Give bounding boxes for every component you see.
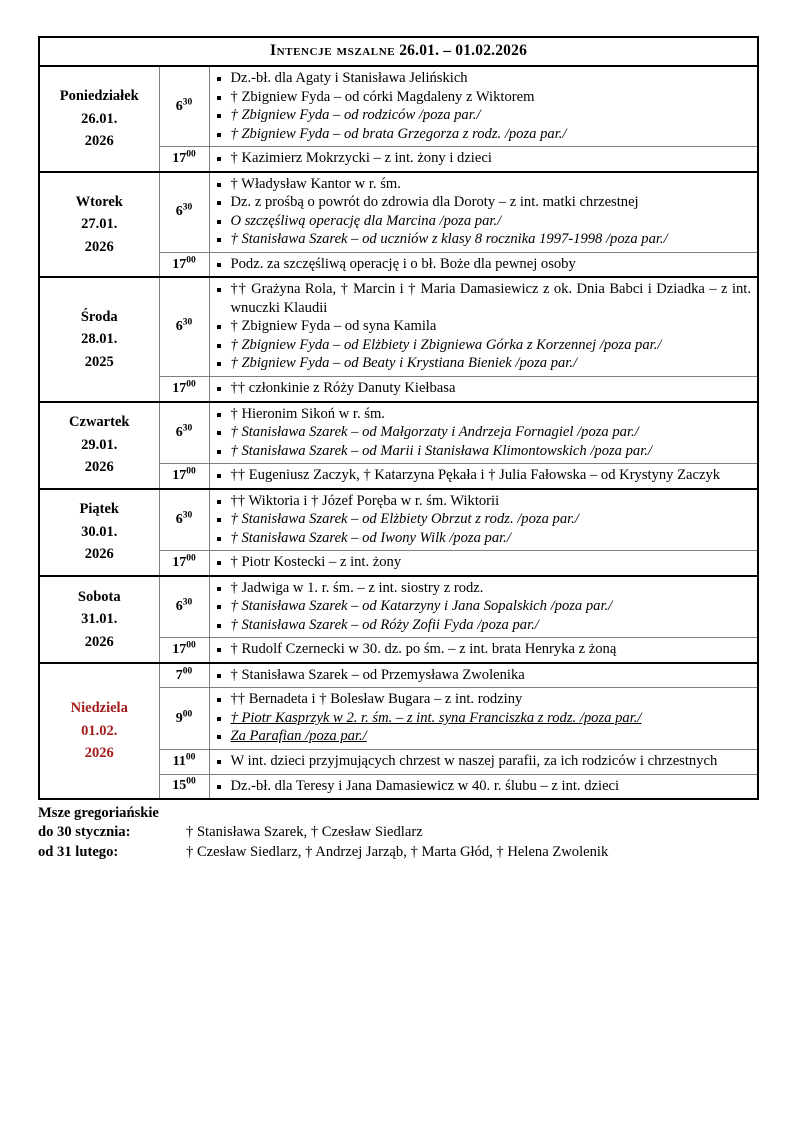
mass-hour: 17 [172,380,187,396]
mass-time-cell [159,464,209,489]
footer-row [38,843,757,862]
mass-minutes: 30 [182,597,193,608]
mass-hour: 6 [175,319,183,335]
mass-minutes: 00 [186,553,196,564]
mass-hour: 17 [172,256,187,272]
mass-time-cell [159,638,209,663]
intentions-list [214,666,752,685]
table-title-row [39,37,758,66]
day-label-cell [39,663,159,799]
mass-minutes: 30 [182,202,193,213]
intention-item: † Hieronim Sikoń w r. śm. [214,405,752,424]
mass-hour: 6 [175,599,183,615]
day-name: Wtorek [75,193,123,210]
mass-minutes: 00 [186,149,196,160]
intentions-cell [209,551,758,576]
mass-hour: 6 [175,424,183,440]
intention-item: † Zbigniew Fyda – od córki Magdaleny z Wiktorem [214,88,752,107]
title-label: Intencje mszalne [269,42,396,59]
intention-item: Podz. za szczęśliwą operację i o bł. Boże dla pewnej osoby [214,255,752,274]
day-label-cell [39,172,159,278]
intention-item: †† Eugeniusz Zaczyk, † Katarzyna Pękała i † Julia Fałowska – od Krystyny Zaczyk [214,466,752,485]
mass-minutes: 00 [186,254,196,265]
mass-hour: 11 [172,753,186,769]
mass-time-cell [159,551,209,576]
intentions-list [214,640,752,659]
mass-hour: 17 [172,467,187,483]
intentions-list [214,690,752,746]
intentions-cell [209,663,758,688]
gregorian-masses-footer [38,804,757,862]
day-year: 2026 [84,459,114,476]
table-row [39,277,758,376]
footer-row-label: od 31 lutego: [38,843,119,860]
intention-item: † Rudolf Czernecki w 30. dz. po śm. – z int. brata Henryka z żoną [214,640,752,659]
day-year: 2026 [84,633,114,650]
mass-time-cell [159,576,209,638]
intentions-cell [209,464,758,489]
table-row [39,402,758,464]
footer-row-value: † Stanisława Szarek, † Czesław Siedlarz [186,824,423,841]
intentions-list [214,553,752,572]
footer-row-value: † Czesław Siedlarz, † Andrzej Jarząb, † Marta Głód, † Helena Zwolenik [186,843,609,860]
intentions-cell [209,688,758,750]
intentions-list [214,255,752,274]
intentions-cell [209,376,758,401]
day-year: 2026 [84,546,114,563]
day-year: 2026 [84,745,114,762]
intentions-cell [209,774,758,799]
mass-hour: 6 [175,204,183,220]
intentions-list [214,149,752,168]
day-label-cell [39,66,159,172]
mass-time-cell [159,402,209,464]
intention-item: † Stanisława Szarek – od Marii i Stanisława Klimontowskich /poza par./ [214,442,752,461]
intention-item: † Stanisława Szarek – od Małgorzaty i Andrzeja Fornagiel /poza par./ [214,423,752,442]
mass-time-cell [159,172,209,253]
mass-minutes: 00 [186,640,196,651]
day-label-cell [39,489,159,576]
mass-time-cell [159,66,209,147]
day-date: 30.01. [81,523,118,540]
mass-minutes: 30 [182,317,193,328]
day-name: Piątek [79,501,119,518]
day-label-cell [39,576,159,663]
intentions-cell [209,252,758,277]
mass-hour: 7 [175,667,183,683]
intention-item: † Stanisława Szarek – od uczniów z klasy 8 rocznika 1997-1998 /poza par./ [214,230,752,249]
day-year: 2026 [84,133,114,150]
mass-time-cell [159,252,209,277]
intentions-list [214,579,752,635]
intention-item: †† Bernadeta i † Bolesław Bugara – z int. rodziny [214,690,752,709]
day-year: 2025 [84,353,114,370]
intention-item: † Stanisława Szarek – od Katarzyny i Jana Sopalskich /poza par./ [214,597,752,616]
intentions-list [214,379,752,398]
mass-time-cell [159,774,209,799]
intentions-list [214,466,752,485]
intention-item: W int. dzieci przyjmujących chrzest w naszej parafii, za ich rodziców i chrzestnych [214,752,752,771]
mass-time-cell [159,376,209,401]
intentions-cell [209,402,758,464]
mass-time-cell [159,489,209,551]
intentions-list [214,69,752,143]
table-row [39,66,758,147]
intentions-cell [209,489,758,551]
mass-time-cell [159,147,209,172]
intention-item: † Piotr Kasprzyk w 2. r. śm. – z int. syna Franciszka z rodz. /poza par./ [214,709,752,728]
table-row [39,576,758,638]
intention-item: † Zbigniew Fyda – od syna Kamila [214,317,752,336]
day-date: 27.01. [81,216,118,233]
intention-item: † Stanisława Szarek – od Elżbiety Obrzut z rodz. /poza par./ [214,510,752,529]
intentions-cell [209,147,758,172]
mass-time-cell [159,688,209,750]
day-label-cell [39,402,159,489]
intentions-list [214,175,752,249]
mass-hour: 17 [172,150,187,166]
intentions-list [214,492,752,548]
mass-hour: 17 [172,642,187,658]
intention-item: † Zbigniew Fyda – od Elżbiety i Zbigniewa Górka z Korzennej /poza par./ [214,336,752,355]
mass-intentions-page [38,36,757,862]
intention-item: †† Grażyna Rola, † Marcin i † Maria Damasiewicz z ok. Dnia Babci i Dziadka – z int. wnuczki Klaudii [214,280,752,317]
intentions-cell [209,277,758,376]
intention-item: O szczęśliwą operację dla Marcina /poza par./ [214,212,752,231]
mass-intentions-table [38,36,759,800]
intention-item: Dz.-bł. dla Teresy i Jana Damasiewicz w 40. r. ślubu – z int. dzieci [214,777,752,796]
table-row [39,489,758,551]
day-date: 31.01. [81,611,118,628]
mass-minutes: 30 [182,510,193,521]
mass-hour: 9 [175,710,183,726]
day-date: 29.01. [81,436,118,453]
day-name: Poniedziałek [59,88,139,105]
intention-item: † Zbigniew Fyda – od brata Grzegorza z rodz. /poza par./ [214,125,752,144]
mass-minutes: 00 [182,665,193,676]
day-name: Czwartek [69,414,130,431]
mass-minutes: 00 [186,776,196,787]
intentions-cell [209,750,758,775]
mass-minutes: 00 [182,709,193,720]
intentions-cell [209,66,758,147]
page-title [39,37,758,66]
title-date-range: 26.01. – 01.02.2026 [399,42,528,59]
mass-time-cell [159,663,209,688]
footer-row [38,823,757,842]
intentions-list [214,752,752,771]
day-name: Niedziela [70,700,128,717]
intentions-cell [209,638,758,663]
intentions-list [214,405,752,461]
intention-item: † Jadwiga w 1. r. śm. – z int. siostry z rodz. [214,579,752,598]
day-year: 2026 [84,238,114,255]
day-label-cell [39,277,159,401]
table-row [39,663,758,688]
intention-item: † Stanisława Szarek – od Przemysława Zwolenika [214,666,752,685]
mass-hour: 6 [175,511,183,527]
table-row [39,172,758,253]
footer-heading: Msze gregoriańskie [38,805,159,822]
intention-item: † Stanisława Szarek – od Iwony Wilk /poza par./ [214,529,752,548]
intention-item: † Piotr Kostecki – z int. żony [214,553,752,572]
intentions-cell [209,576,758,638]
mass-hour: 6 [175,98,183,114]
intention-item: †† członkinie z Róży Danuty Kiełbasa [214,379,752,398]
mass-minutes: 00 [186,379,196,390]
mass-hour: 15 [172,778,187,794]
day-date: 26.01. [81,110,118,127]
day-name: Sobota [77,588,121,605]
intentions-list [214,280,752,373]
mass-time-cell [159,277,209,376]
intention-item: † Zbigniew Fyda – od rodziców /poza par./ [214,106,752,125]
intention-item: † Kazimierz Mokrzycki – z int. żony i dzieci [214,149,752,168]
intention-item: Dz.-bł. dla Agaty i Stanisława Jelińskich [214,69,752,88]
mass-minutes: 00 [186,466,196,477]
mass-minutes: 30 [182,96,193,107]
footer-row-label: do 30 stycznia: [38,824,131,841]
intention-item: † Władysław Kantor w r. śm. [214,175,752,194]
intentions-cell [209,172,758,253]
day-date: 28.01. [81,331,118,348]
intention-item: † Stanisława Szarek – od Róży Zofii Fyda /poza par./ [214,616,752,635]
mass-time-cell [159,750,209,775]
day-name: Środa [80,308,118,325]
mass-minutes: 00 [185,752,196,763]
day-date: 01.02. [81,722,118,739]
intentions-list [214,777,752,796]
intention-item: Dz. z prośbą o powrót do zdrowia dla Doroty – z int. matki chrzestnej [214,193,752,212]
intention-item: Za Parafian /poza par./ [214,727,752,746]
mass-minutes: 30 [182,423,193,434]
mass-hour: 17 [172,554,187,570]
intention-item: † Zbigniew Fyda – od Beaty i Krystiana Bieniek /poza par./ [214,354,752,373]
intention-item: †† Wiktoria i † Józef Poręba w r. śm. Wiktorii [214,492,752,511]
